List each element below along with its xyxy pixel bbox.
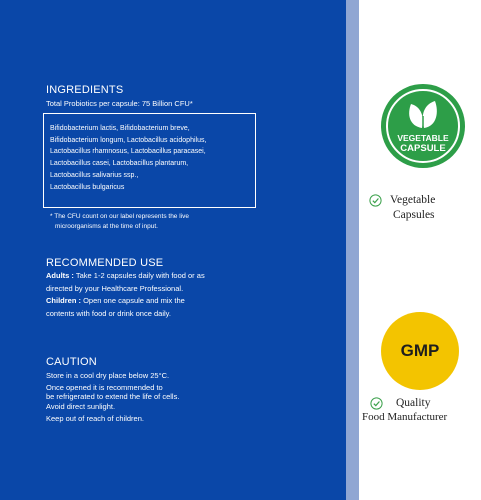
adults-label: Adults : (46, 271, 74, 280)
badges-column (359, 0, 481, 500)
vegetable-capsule-badge (381, 84, 465, 168)
gmp-caption-2: Food Manufacturer (362, 411, 448, 423)
strain-line: Lactobacillus salivarius ssp., (50, 171, 139, 179)
divider-strip (346, 0, 359, 500)
strain-line: Bifidobacterium longum, Lactobacillus acidophilus, (50, 136, 207, 144)
recommended-use-text (46, 270, 205, 320)
caution-line: Avoid direct sunlight. (46, 401, 116, 411)
gmp-label: GMP (400, 341, 440, 360)
ingredients-heading: INGREDIENTS (46, 84, 124, 96)
recommended-use-heading: RECOMMENDED USE (46, 257, 164, 269)
strain-line: Bifidobacterium lactis, Bifidobacterium breve, (50, 125, 190, 132)
footnote-line: microorganisms at the time of input. (55, 223, 158, 230)
children-text: contents with food or drink once daily. (46, 308, 171, 318)
strain-line: Lactobacillus casei, Lactobacillus plantarum, (50, 160, 189, 168)
adults-text: directed by your Healthcare Professional. (46, 283, 184, 293)
gmp-caption-1: Quality (396, 397, 431, 409)
caution-line: Keep out of reach of children. (46, 414, 144, 423)
caution-line: be refrigerated to extend the life of cells. (46, 391, 180, 401)
gmp-badge (381, 312, 459, 390)
check-circle-icon (370, 397, 383, 410)
caution-heading: CAUTION (46, 356, 97, 368)
children-text: Open one capsule and mix the (81, 296, 185, 305)
caution-line: Once opened it is recommended to (46, 382, 163, 392)
caution-text (46, 370, 179, 426)
caution-line: Store in a cool dry place below 25°C. (46, 371, 170, 380)
adults-text: Take 1-2 capsules daily with food or as (73, 271, 205, 280)
vegetable-caption-1: Vegetable (390, 194, 436, 206)
ingredients-subtitle: Total Probiotics per capsule: 75 Billion CFU* (46, 99, 193, 108)
check-circle-icon (369, 194, 382, 207)
cfu-footnote (50, 212, 189, 232)
leaf-icon (405, 98, 441, 130)
vegetable-caption-2: Capsules (393, 209, 435, 221)
children-label: Children : (46, 296, 81, 305)
strain-line: Lactobacillus bulgaricus (50, 183, 125, 191)
badge-text: VEGETABLE (397, 133, 449, 143)
strain-line: Lactobacillus rhamnosus, Lactobacillus paracasei, (50, 148, 206, 156)
footnote-line: * The CFU count on our label represents the live (50, 213, 189, 220)
badge-text: CAPSULE (400, 143, 446, 154)
strains-box (43, 113, 256, 208)
